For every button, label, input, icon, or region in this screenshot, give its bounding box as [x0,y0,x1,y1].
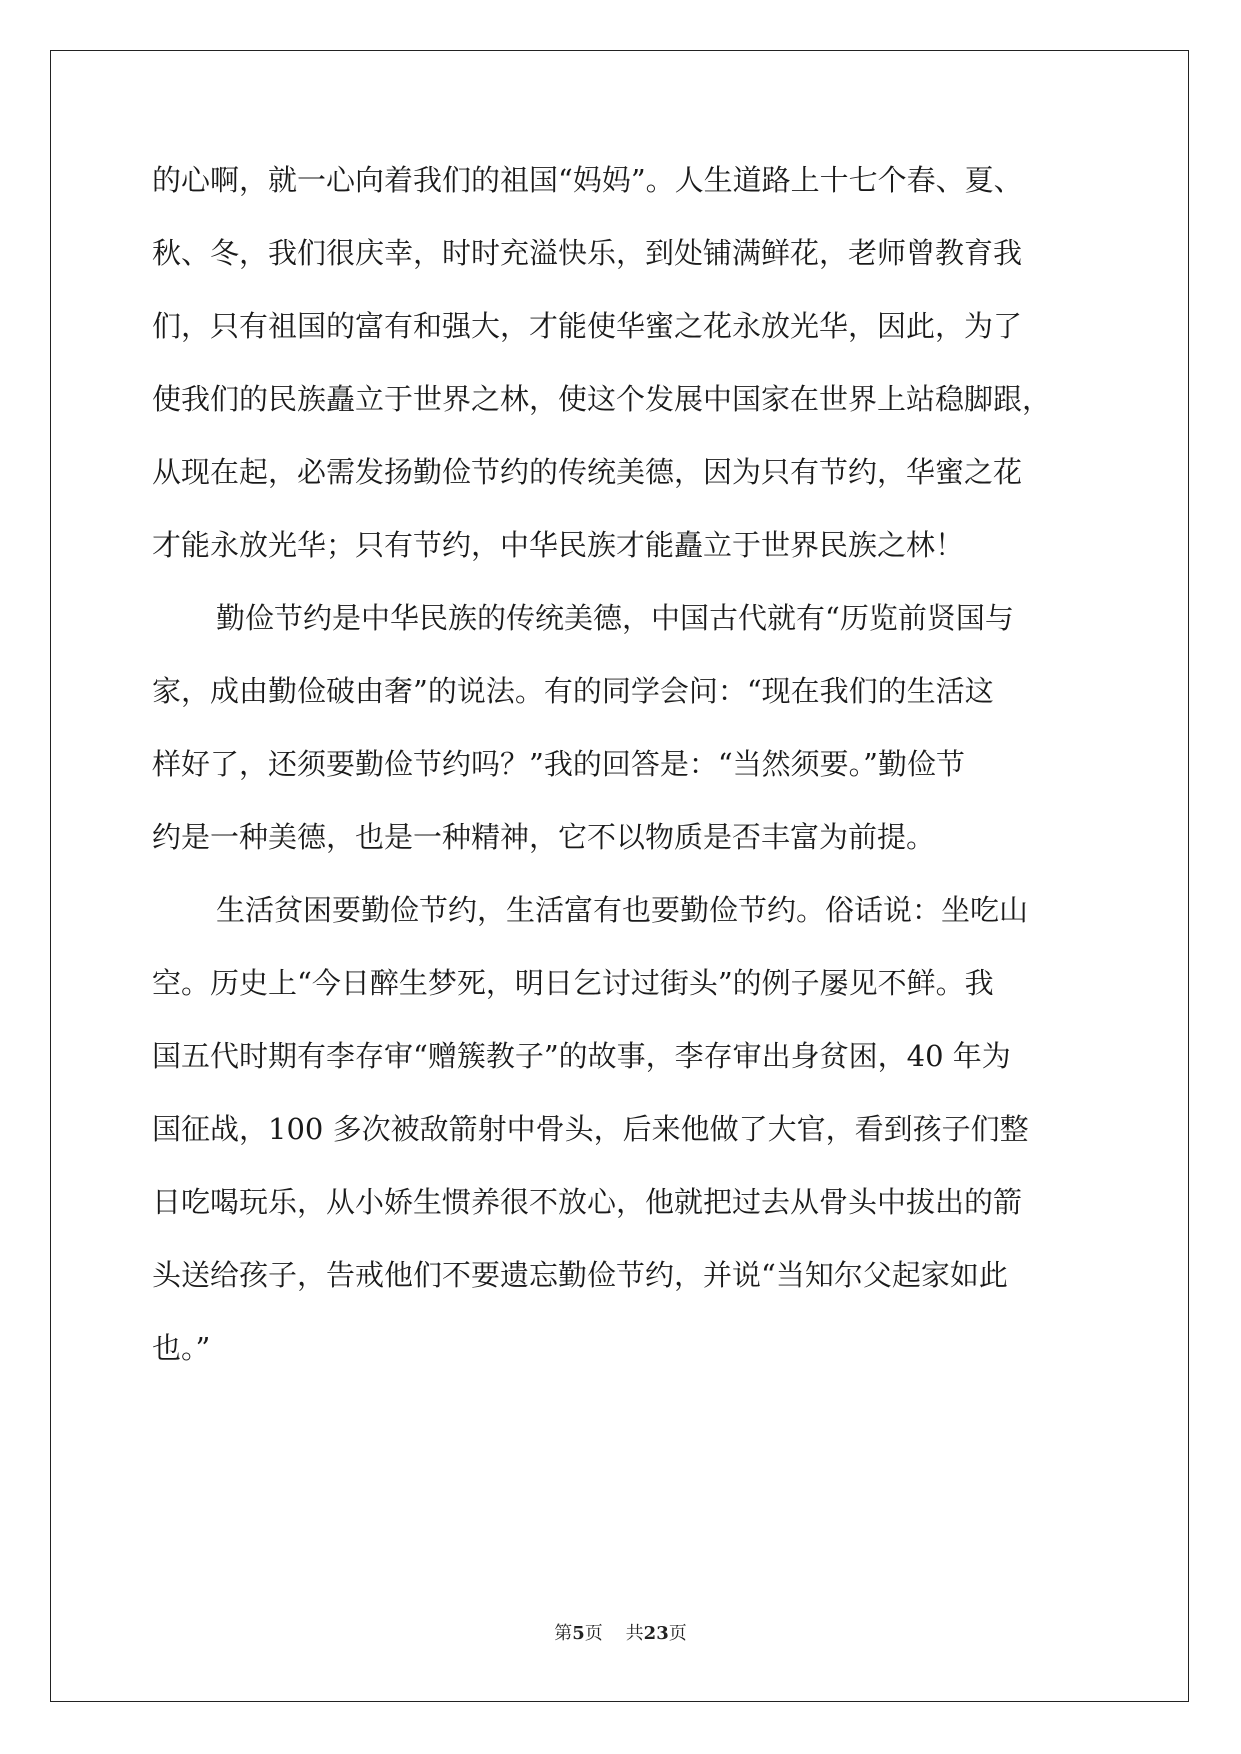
total-pages: 23 [643,1623,669,1644]
page-prefix: 第 [554,1623,573,1644]
page-suffix: 页 [584,1623,603,1644]
paragraph-3-line-5: 日吃喝玩乐，从小娇生惯养很不放心，他就把过去从骨头中拔出的箭 [152,1185,1023,1219]
page-number: 5 [572,1623,585,1644]
page-footer [0,1622,1241,1646]
paragraph-2-line-1: 勤俭节约是中华民族的传统美德，中国古代就有“历览前贤国与 [216,601,1014,635]
paragraph-1-line-4: 使我们的民族矗立于世界之林，使这个发展中国家在世界上站稳脚跟， [152,382,1052,416]
paragraph-3-line-6: 头送给孩子，告戒他们不要遗忘勤俭节约，并说“当知尔父起家如此 [152,1258,1008,1292]
paragraph-1-line-2: 秋、冬，我们很庆幸，时时充溢快乐，到处铺满鲜花，老师曾教育我 [152,236,1023,270]
paragraph-1-line-5: 从现在起，必需发扬勤俭节约的传统美德，因为只有节约，华蜜之花 [152,455,1023,489]
total-suffix: 页 [668,1623,687,1644]
paragraph-3-line-2: 空。历史上“今日醉生梦死，明日乞讨过街头”的例子屡见不鲜。我 [152,966,994,1000]
paragraph-1-line-6: 才能永放光华；只有节约，中华民族才能矗立于世界民族之林！ [152,528,965,562]
total-prefix: 共 [625,1623,644,1644]
paragraph-1-line-1: 的心啊，就一心向着我们的祖国“妈妈”。人生道路上十七个春、夏、 [152,163,1023,197]
page-border [50,50,1189,1702]
paragraph-3-line-7: 也。” [152,1331,211,1365]
paragraph-2-line-2: 家，成由勤俭破由奢”的说法。有的同学会问：“现在我们的生活这 [152,674,994,708]
paragraph-2-line-4: 约是一种美德，也是一种精神，它不以物质是否丰富为前提。 [152,820,936,854]
paragraph-3-line-1: 生活贫困要勤俭节约，生活富有也要勤俭节约。俗话说：坐吃山 [216,893,1029,927]
paragraph-3-line-4: 国征战，100 多次被敌箭射中骨头，后来他做了大官，看到孩子们整 [152,1112,1029,1146]
paragraph-3-line-3: 国五代时期有李存审“赠簇教子”的故事，李存审出身贫困，40 年为 [152,1039,1011,1073]
paragraph-1-line-3: 们，只有祖国的富有和强大，才能使华蜜之花永放光华，因此，为了 [152,309,1023,343]
paragraph-2-line-3: 样好了，还须要勤俭节约吗？”我的回答是：“当然须要。”勤俭节 [152,747,965,781]
